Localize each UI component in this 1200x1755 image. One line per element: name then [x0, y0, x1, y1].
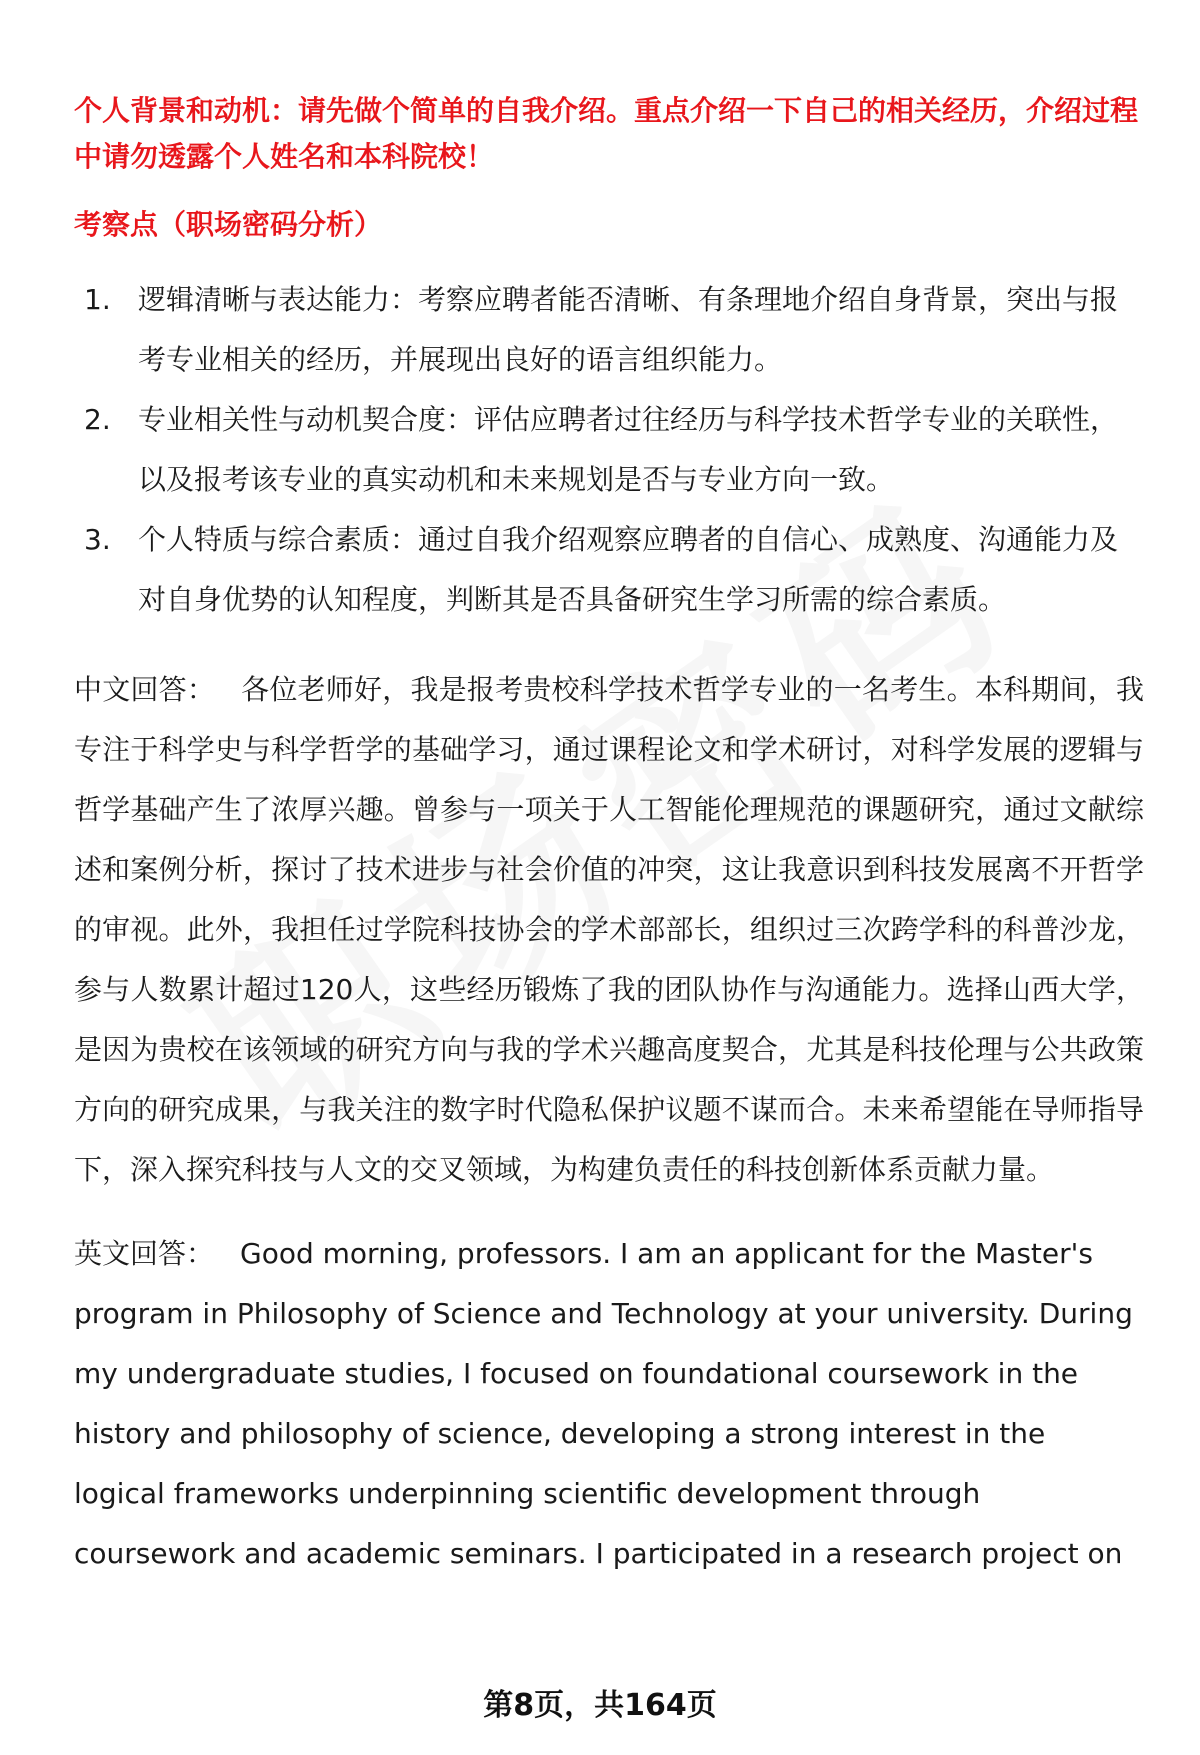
- list-number: 3.: [84, 523, 111, 556]
- list-item-text: 逻辑清晰与表达能力：考察应聘者能否清晰、有条理地介绍自身背景，突出与报考专业相关的经历，并展现出良好的语言组织能力。: [138, 283, 1119, 376]
- chinese-answer-text: 各位老师好，我是报考贵校科学技术哲学专业的一名考生。本科期间，我专注于科学史与科学哲学的基础学习，通过课程论文和学术研讨，对科学发展的逻辑与哲学基础产生了浓厚兴趣。曾参与一项关于人工智能伦理规范的课题研究，通过文献综述和案例分析，探讨了技术进步与社会价值的冲突，这让我意识到科技发展离不开哲学的审视。此外，我担任过学院科技协会的学术部部长，组织过三次跨学科的科普沙龙，参与人数累计超过120人，这些经历锻炼了我的团队协作与沟通能力。选择山西大学，是因为贵校在该领域的研究方向与我的学术兴趣高度契合，尤其是科技伦理与公共政策方向的研究成果，与我关注的数字时代隐私保护议题不谋而合。未来希望能在导师指导下，深入探究科技与人文的交叉领域，为构建负责任的科技创新体系贡献力量。: [74, 673, 1144, 1186]
- english-answer-label: 英文回答：: [74, 1237, 215, 1270]
- list-item-text: 个人特质与综合素质：通过自我介绍观察应聘者的自信心、成熟度、沟通能力及对自身优势的认知程度，判断其是否具备研究生学习所需的综合素质。: [138, 523, 1119, 616]
- list-item-text: 专业相关性与动机契合度：评估应聘者过往经历与科学技术哲学专业的关联性，以及报考该专业的真实动机和未来规划是否与专业方向一致。: [138, 403, 1119, 496]
- english-answer: [74, 1224, 1144, 1584]
- list-number: 2.: [84, 403, 111, 436]
- section-title: 考察点（职场密码分析）: [74, 208, 383, 241]
- chinese-answer: [74, 660, 1144, 1200]
- list-item: [74, 270, 1144, 390]
- page-number-footer: 第8页，共164页: [483, 1688, 717, 1723]
- list-number: 1.: [84, 283, 111, 316]
- english-answer-text: Good morning, professors. I am an applicant for the Master's program in Philosophy of Science and Technology at your university. During my undergraduate studies, I focused on foundational coursework in the history and philosophy of science, developing a strong interest in the logical frameworks underpinning scientific development through coursework and academic seminars. I participated in a research project on: [74, 1237, 1133, 1570]
- page-content: [74, 88, 1144, 1584]
- list-item: [74, 390, 1144, 510]
- list-item: [74, 510, 1144, 630]
- chinese-answer-label: 中文回答：: [74, 673, 216, 706]
- assessment-points-list: [74, 270, 1144, 630]
- question-heading: 个人背景和动机：请先做个简单的自我介绍。重点介绍一下自己的相关经历，介绍过程中请勿透露个人姓名和本科院校！: [74, 94, 1139, 173]
